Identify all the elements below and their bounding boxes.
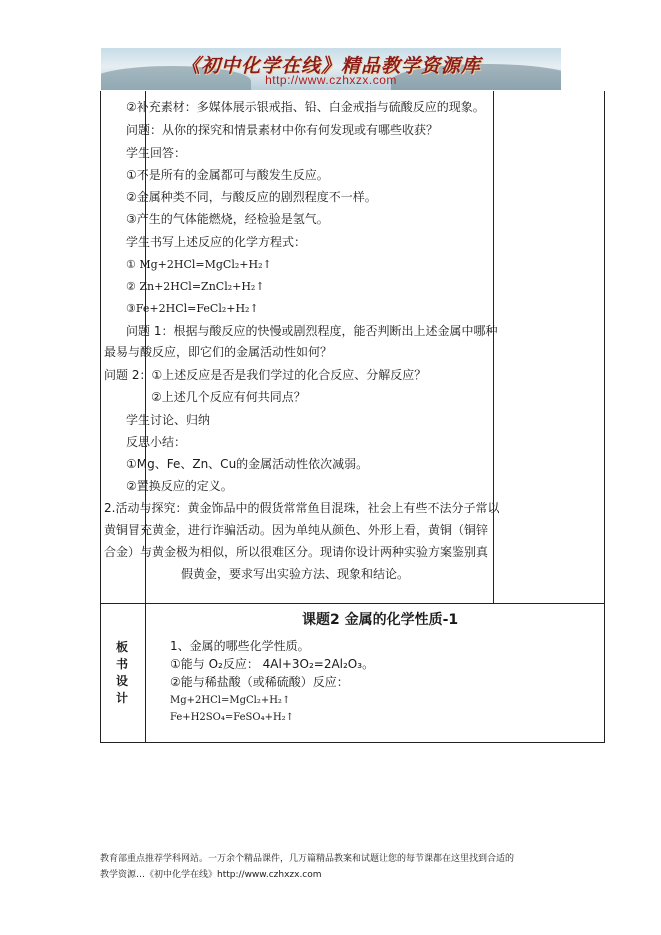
text-line: ①不是所有的金属都可与酸发生反应。: [126, 168, 329, 182]
footer-line-1: 教育部重点推荐学科网站。一万余个精品课件，几万篇精品教案和试题让您的每节课都在这里找到合适的: [100, 854, 515, 864]
side-label-char: 书: [115, 657, 128, 671]
board-equation: Fe+H2SO₄=FeSO₄+H₂↑: [170, 712, 295, 723]
text-line: 合金）与黄金极为相似，所以很难区分。现请你设计两种实验方案鉴别真: [104, 545, 489, 559]
board-line: ②能与稀盐酸（或稀硫酸）反应：: [170, 675, 349, 689]
text-line: 问题 1：根据与酸反应的快慢或剧烈程度，能否判断出上述金属中哪种: [126, 324, 498, 338]
text-line: ②补充素材：多媒体展示银戒指、铅、白金戒指与硫酸反应的现象。: [126, 100, 485, 114]
text-line: 假黄金，要求写出实验方法、现象和结论。: [181, 567, 410, 581]
equation-line: ③Fe+2HCl=FeCl₂+H₂↑: [126, 302, 259, 315]
text-line: 问题 2：①上述反应是否是我们学过的化合反应、分解反应？: [104, 368, 427, 382]
text-line: 学生书写上述反应的化学方程式：: [126, 235, 307, 249]
table-divider-right: [493, 91, 494, 603]
text-line: 学生回答：: [126, 146, 187, 160]
banner-title: 《初中化学在线》精品教学资源库: [180, 55, 481, 77]
header-banner: [101, 48, 561, 90]
board-heading: 课题2 金属的化学性质-1: [302, 612, 459, 628]
text-line: 反思小结：: [126, 435, 187, 449]
text-line: 最易与酸反应，即它们的金属活动性如何？: [104, 345, 333, 359]
board-line: ①能与 O₂反应： 4Al+3O₂=2Al₂O₃。: [170, 657, 375, 671]
text-line: ②金属种类不同，与酸反应的剧烈程度不一样。: [126, 190, 377, 204]
table-row-divider: [100, 603, 605, 604]
board-equation: Mg+2HCl=MgCl₂+H₂↑: [170, 695, 291, 706]
banner-url[interactable]: http://www.czhxzx.com: [265, 73, 397, 87]
board-divider: [145, 604, 146, 743]
text-line: 问题：从你的探究和情景素材中你有何发现或有哪些收获？: [126, 123, 439, 137]
text-line: ②置换反应的定义。: [126, 479, 233, 493]
equation-line: ② Zn+2HCl=ZnCl₂+H₂↑: [126, 280, 265, 293]
text-line: 学生讨论、归纳: [126, 413, 211, 427]
footer-line-2: 教学资源…《初中化学在线》http://www.czhxzx.com: [100, 870, 322, 880]
text-line: 2.活动与探究：黄金饰品中的假货常常鱼目混珠，社会上有些不法分子常以: [104, 501, 500, 515]
text-line: ③产生的气体能燃烧，经检验是氢气。: [126, 212, 329, 226]
board-line: 1、金属的哪些化学性质。: [170, 639, 310, 653]
text-line: ①Mg、Fe、Zn、Cu的金属活动性依次减弱。: [126, 457, 369, 471]
text-line: 黄铜冒充黄金，进行诈骗活动。因为单纯从颜色、外形上看，黄铜（铜锌: [104, 523, 489, 537]
side-label-char: 板: [115, 640, 128, 654]
side-label-char: 设: [115, 674, 128, 688]
equation-line: ① Mg+2HCl=MgCl₂+H₂↑: [126, 258, 272, 271]
side-label-char: 计: [115, 691, 128, 705]
text-line: ②上述几个反应有何共同点？: [151, 390, 306, 404]
